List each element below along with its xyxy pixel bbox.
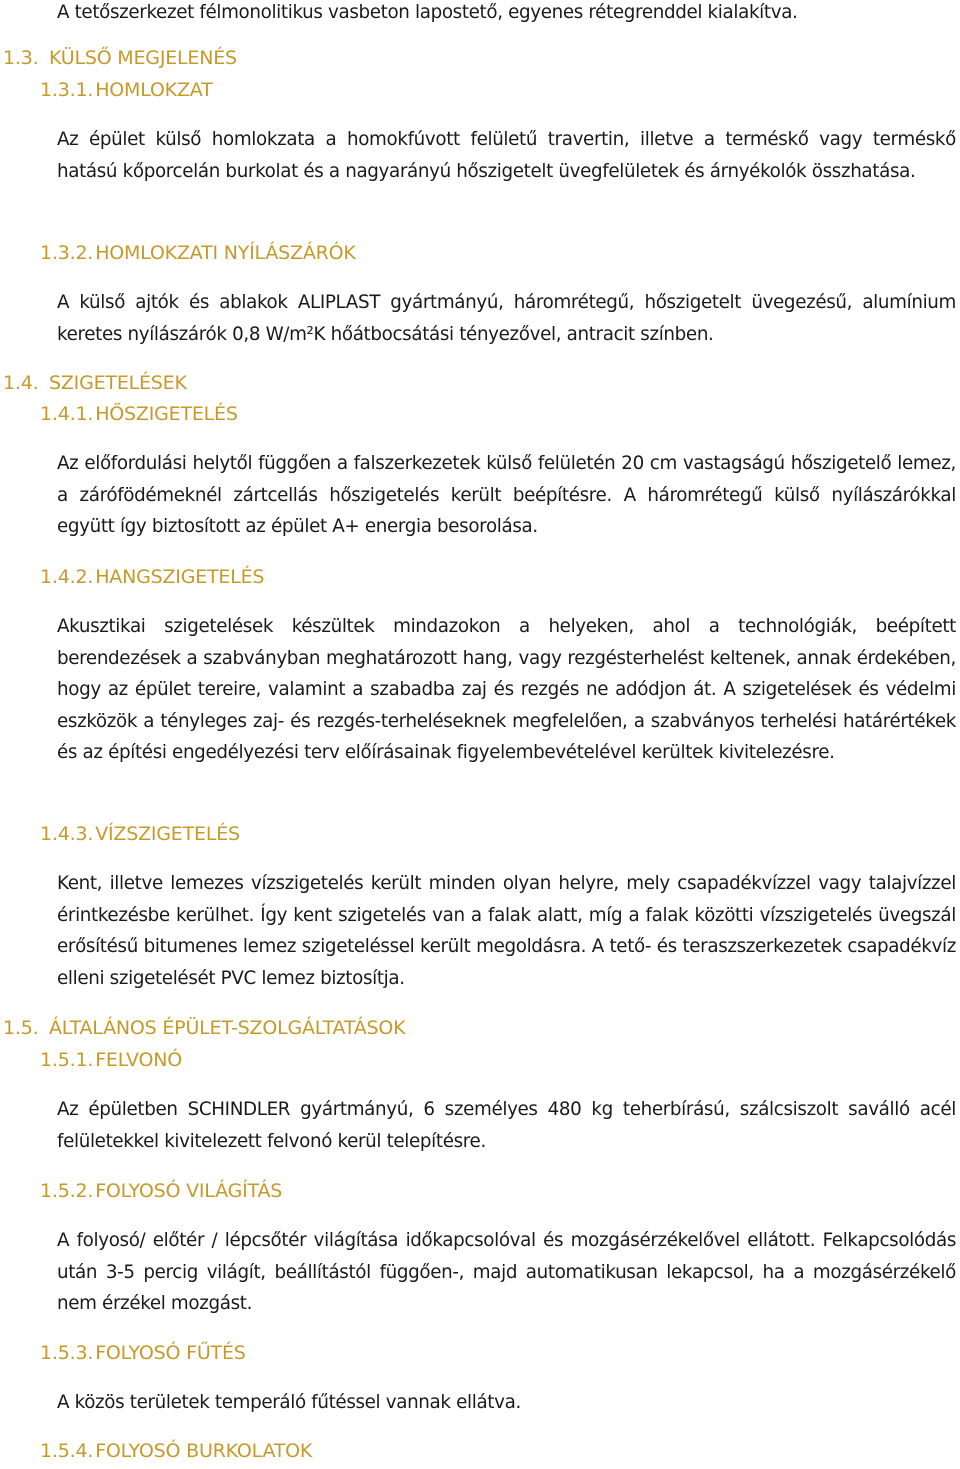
heading-title: HANGSZIGETELÉS xyxy=(95,566,265,588)
heading-title: KÜLSŐ MEGJELENÉS xyxy=(49,47,237,69)
heading-1-5-4 xyxy=(40,1438,312,1464)
vizszigeteles-paragraph: Kent, illetve lemezes vízszigetelés került minden olyan helyre, mely csapadékvízzel vagy talajvízzel érintkezésbe kerülhet. Így kent szigetelés van a falak alatt, míg a falak közötti vízszigetelés üvegszál erősítésű bitumenes lemez szigeteléssel került megoldásra. A tető- és teraszszerkezetek csapadékvíz elleni szigetelését PVC lemez biztosítja. xyxy=(57,873,956,989)
heading-title: HOMLOKZAT xyxy=(95,79,213,101)
heading-title: VÍZSZIGETELÉS xyxy=(95,823,240,845)
heading-title: FOLYOSÓ VILÁGÍTÁS xyxy=(95,1180,283,1202)
homlokzat-paragraph: Az épület külső homlokzata a homokfúvott felületű travertin, illetve a terméskő vagy terméskő hatású kőporcelán burkolat és a nagyarányú hőszigetelt üvegfelületek és árnyékolók összhatása. xyxy=(57,129,956,182)
heading-1-4-2 xyxy=(40,564,264,590)
heading-number: 1.4.2. xyxy=(40,566,94,588)
hoszigeteles-paragraph: Az előfordulási helytől függően a falszerkezetek külső felületén 20 cm vastagságú hőszigetelő lemez, a zárófödémeknél zártcellás hőszigetelés került beépítésre. A háromrétegű külső nyílászárókkal együtt így biztosított az épület A+ energia besorolása. xyxy=(57,453,956,537)
heading-number: 1.3. xyxy=(3,47,39,69)
heading-1-3-2 xyxy=(40,240,356,266)
heading-number: 1.4. xyxy=(3,372,39,394)
heading-number: 1.4.1. xyxy=(40,403,94,425)
folyoso-futes-paragraph: A közös területek temperáló fűtéssel vannak ellátva. xyxy=(57,1392,521,1413)
folyoso-vilagitas-paragraph: A folyosó/ előtér / lépcsőtér világítása időkapcsolóval és mozgásérzékelővel ellátott. Felkapcsolódás után 3-5 percig világít, beállítástól függően-, majd automatikusan lekapcsol, ha a mozgásérzékelő nem érzékel mozgást. xyxy=(57,1230,956,1314)
heading-number: 1.4.3. xyxy=(40,823,94,845)
heading-title: FELVONÓ xyxy=(95,1049,183,1071)
heading-title: HOMLOKZATI NYÍLÁSZÁRÓK xyxy=(95,242,356,264)
heading-1-3-1 xyxy=(40,77,213,103)
heading-title: SZIGETELÉSEK xyxy=(49,372,187,394)
heading-title: ÁLTALÁNOS ÉPÜLET-SZOLGÁLTATÁSOK xyxy=(49,1017,406,1039)
intro-paragraph: A tetőszerkezet félmonolitikus vasbeton lapostető, egyenes rétegrenddel kialakítva. xyxy=(57,2,798,23)
heading-1-5-3 xyxy=(40,1340,246,1366)
heading-title: FOLYOSÓ BURKOLATOK xyxy=(95,1440,313,1462)
heading-number: 1.5.3. xyxy=(40,1342,94,1364)
heading-number: 1.5.2. xyxy=(40,1180,94,1202)
felvono-paragraph: Az épületben SCHINDLER gyártmányú, 6 személyes 480 kg teherbírású, szálcsiszolt saválló acél felületekkel kivitelezett felvonó kerül telepítésre. xyxy=(57,1099,956,1152)
heading-1-3 xyxy=(3,45,237,71)
heading-1-4-3 xyxy=(40,821,240,847)
heading-title: FOLYOSÓ FŰTÉS xyxy=(95,1342,246,1364)
heading-1-5-2 xyxy=(40,1178,282,1204)
heading-number: 1.3.1. xyxy=(40,79,94,101)
heading-number: 1.5. xyxy=(3,1017,39,1039)
heading-title: HŐSZIGETELÉS xyxy=(95,403,238,425)
heading-number: 1.5.4. xyxy=(40,1440,94,1462)
heading-number: 1.5.1. xyxy=(40,1049,94,1071)
heading-1-4-1 xyxy=(40,401,238,427)
heading-1-4 xyxy=(3,370,187,396)
heading-1-5-1 xyxy=(40,1047,182,1073)
nyilaszarok-paragraph: A külső ajtók és ablakok ALIPLAST gyártmányú, háromrétegű, hőszigetelt üvegezésű, alumínium keretes nyílászárók 0,8 W/m²K hőátbocsátási tényezővel, antracit színben. xyxy=(57,292,956,345)
heading-1-5 xyxy=(3,1015,405,1041)
heading-number: 1.3.2. xyxy=(40,242,94,264)
hangszigeteles-paragraph: Akusztikai szigetelések készültek mindazokon a helyeken, ahol a technológiák, beépített berendezések a szabványban meghatározott hang, vagy rezgésterhelést keltenek, annak érdekében, hogy az épület tereire, valamint a szabadba zaj és rezgés ne adódjon át. A szigetelések és védelmi eszközök a tényleges zaj- és rezgés-terheléseknek megfelelően, a szabványos terhelési határértékek és az építési engedélyezési terv előírásainak figyelembevételével kerültek kivitelezésre. xyxy=(57,616,956,763)
